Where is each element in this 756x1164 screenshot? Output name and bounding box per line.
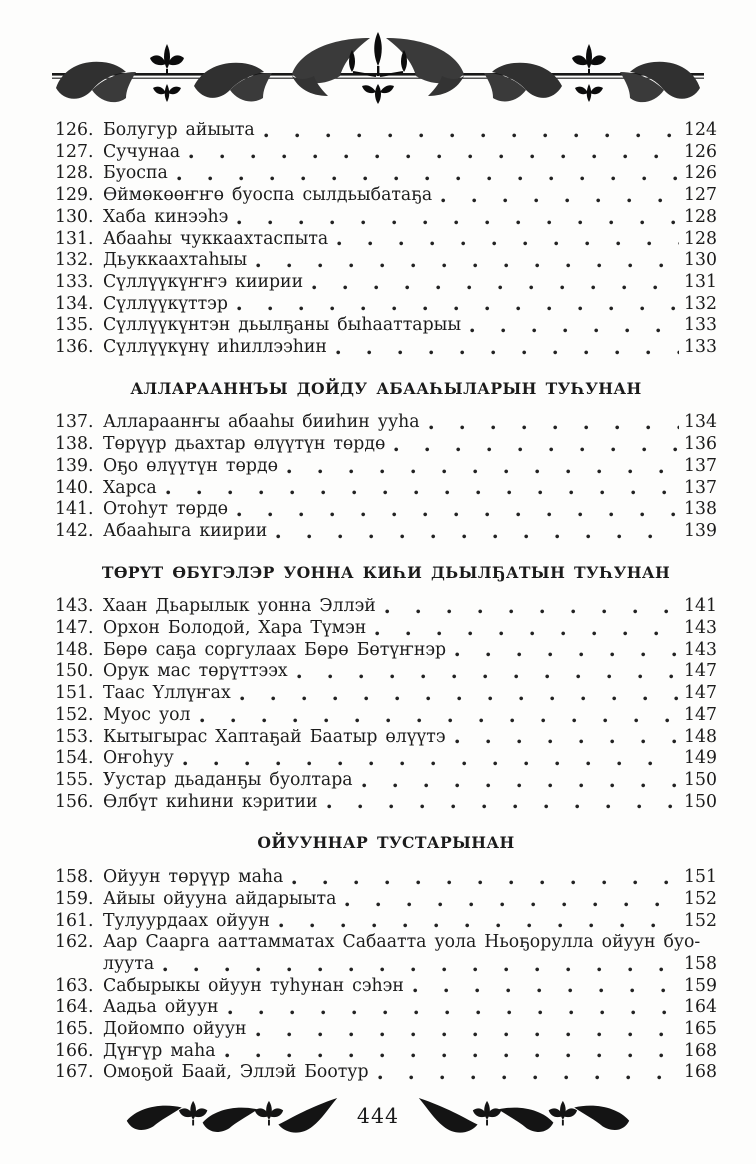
dot-leader <box>237 219 679 226</box>
entry-number: 136. <box>55 337 94 358</box>
toc-entry <box>55 727 717 749</box>
toc-entry <box>55 250 717 272</box>
entry-number: 152. <box>55 704 94 725</box>
toc-entry <box>55 770 717 792</box>
entry-number: 150. <box>55 661 94 682</box>
toc-entry <box>55 120 717 142</box>
dot-leader <box>237 305 679 312</box>
entry-page: 126 <box>684 141 717 162</box>
toc-entry <box>55 163 717 185</box>
entry-title: Аадьа ойуун <box>103 997 219 1018</box>
entry-title: Дьуккаахтаһыы <box>103 250 248 271</box>
entry-number: 127. <box>55 141 94 162</box>
toc-entry <box>55 661 717 683</box>
entry-title: Отоһут төрдө <box>103 499 229 520</box>
entry-number: 156. <box>55 791 94 812</box>
entry-number: 165. <box>55 1019 94 1040</box>
dot-leader <box>264 132 679 139</box>
entry-number: 133. <box>55 271 94 292</box>
entry-title: Харса <box>103 477 157 498</box>
entry-title: Абааһыга киирии <box>103 520 268 541</box>
entry-number: 139. <box>55 455 94 476</box>
entry-page: 133 <box>684 315 717 336</box>
entry-title: Аллараанҥы абааһы бииһин ууһа <box>103 412 420 433</box>
entry-title: Өлбүт киһини кэритии <box>103 791 318 812</box>
entry-number: 143. <box>55 596 94 617</box>
entry-title: Бөрө саҕа соргулаах Бөрө Бөтүҥнэр <box>103 639 447 660</box>
entry-number: 153. <box>55 726 94 747</box>
entry-page: 147 <box>684 704 717 725</box>
entry-page: 152 <box>684 910 717 931</box>
section-heading: АЛЛАРААННЪЫ ДОЙДУ АБААҺЫЛАРЫН ТУҺУНАН <box>130 378 642 398</box>
entry-number: 128. <box>55 163 94 184</box>
dot-leader <box>385 608 679 615</box>
entry-title: Буоспа <box>103 163 168 184</box>
entry-number: 167. <box>55 1062 94 1083</box>
entry-number: 163. <box>55 975 94 996</box>
entry-number: 130. <box>55 206 94 227</box>
entry-number: 161. <box>55 910 94 931</box>
entry-number: 162. <box>55 932 94 953</box>
entry-title: Сүллүүкүнү иһиллээһин <box>103 337 327 358</box>
entry-page: 132 <box>684 293 717 314</box>
dot-leader <box>237 511 679 518</box>
entry-number: 158. <box>55 867 94 888</box>
toc-entry <box>55 683 717 705</box>
toc-entry <box>55 997 717 1019</box>
toc-entry <box>55 499 717 521</box>
entry-page: 134 <box>684 412 717 433</box>
entry-title: Тулуурдаах ойуун <box>103 910 270 931</box>
dot-leader <box>279 922 679 929</box>
toc-entry <box>55 911 717 933</box>
entry-number: 159. <box>55 888 94 909</box>
toc-entry <box>55 456 717 478</box>
entry-number: 137. <box>55 412 94 433</box>
entry-number: 140. <box>55 477 94 498</box>
toc-entry <box>55 434 717 456</box>
page-number: 444 <box>356 1104 400 1128</box>
entry-title: Дүҥүр маһа <box>103 1040 216 1061</box>
entry-number: 141. <box>55 499 94 520</box>
entry-page: 147 <box>684 683 717 704</box>
toc-entry <box>55 185 717 207</box>
entry-title: Дойомпо ойуун <box>103 1019 247 1040</box>
dot-leader <box>429 424 679 431</box>
dot-leader <box>470 327 679 334</box>
entry-number: 147. <box>55 618 94 639</box>
dot-leader <box>297 673 679 680</box>
toc-entry <box>55 748 717 770</box>
entry-page: 128 <box>684 228 717 249</box>
entry-number: 166. <box>55 1040 94 1061</box>
toc-entry <box>55 272 717 294</box>
entry-title: Ойуун төрүүр маһа <box>103 867 284 888</box>
entry-page: 128 <box>684 206 717 227</box>
toc-entry <box>55 315 717 337</box>
toc-entry <box>55 640 717 662</box>
page-footer <box>0 1094 756 1138</box>
entry-page: 136 <box>684 434 717 455</box>
toc-entry <box>55 478 717 500</box>
dot-leader <box>189 153 679 160</box>
entry-page: 143 <box>684 618 717 639</box>
dot-leader <box>163 966 679 973</box>
entry-number: 129. <box>55 185 94 206</box>
entry-title: Сучунаа <box>103 141 181 162</box>
dot-leader <box>441 197 679 204</box>
toc-entry <box>55 889 717 911</box>
entry-title: Орхон Болодой, Хара Түмэн <box>103 618 367 639</box>
dot-leader <box>336 349 679 356</box>
dot-leader <box>166 489 679 496</box>
toc-entry <box>55 932 717 954</box>
dot-leader <box>228 1009 679 1016</box>
dot-leader <box>287 468 679 475</box>
entry-page: 126 <box>684 163 717 184</box>
entry-page: 159 <box>684 975 717 996</box>
entry-page: 152 <box>684 888 717 909</box>
toc-entry <box>55 976 717 998</box>
entry-page: 139 <box>684 520 717 541</box>
toc-entry <box>55 142 717 164</box>
dot-leader <box>362 782 679 789</box>
entry-title: Сүллүүкүттэр <box>103 293 228 314</box>
entry-page: 137 <box>684 477 717 498</box>
entry-page: 143 <box>684 639 717 660</box>
entry-title: Муос уол <box>103 704 191 725</box>
toc-entry <box>55 1041 717 1063</box>
toc-entry <box>55 521 717 543</box>
toc-entry <box>55 1062 717 1084</box>
entry-title-carry: луута <box>103 953 155 974</box>
entry-page: 148 <box>684 726 717 747</box>
entry-page: 131 <box>684 271 717 292</box>
dot-leader <box>177 175 679 182</box>
entry-page: 133 <box>684 337 717 358</box>
entry-title: Болугур айыыта <box>103 120 255 140</box>
entry-number: 155. <box>55 769 94 790</box>
toc-entry <box>55 618 717 640</box>
entry-title: Сүллүүкүнтэн дьылҕаны быһааттарыы <box>103 315 462 336</box>
entry-title: Сүллүүкүҥҥэ киирии <box>103 271 304 292</box>
entry-title: Төрүүр дьахтар өлүүтүн төрдө <box>103 434 386 455</box>
entry-page: 150 <box>684 769 717 790</box>
entry-title: Омоҕой Баай, Эллэй Боотур <box>103 1062 369 1083</box>
dot-leader <box>345 901 679 908</box>
toc-entry <box>55 337 717 359</box>
section-heading: ТӨРҮТ ӨБҮГЭЛЭР УОННА КИҺИ ДЬЫЛҔАТЫН ТУҺУНАН <box>101 562 671 582</box>
footer-ornament-left leaf-scroll-icon <box>123 1094 341 1138</box>
toc-entry <box>55 229 717 251</box>
toc-entry <box>55 867 717 889</box>
entry-number: 164. <box>55 997 94 1018</box>
toc-entry <box>55 294 717 316</box>
entry-page: 151 <box>684 867 717 888</box>
dot-leader <box>276 533 679 540</box>
toc-entry <box>55 412 717 434</box>
header-ornament floral-ribbon-band-icon <box>52 28 704 116</box>
dot-leader <box>312 284 679 291</box>
toc-entry <box>55 1019 717 1041</box>
entry-title: Уустар дьаданҕы буолтара <box>103 769 353 790</box>
entry-page: 168 <box>684 1062 717 1083</box>
dot-leader <box>256 262 679 269</box>
entry-number: 135. <box>55 315 94 336</box>
dot-leader <box>413 987 679 994</box>
dot-leader <box>240 695 679 702</box>
dot-leader <box>292 879 679 886</box>
entry-page: 165 <box>684 1019 717 1040</box>
entry-title: Таас Үллүҥах <box>103 683 231 704</box>
entry-title: Сабырыкы ойуун туһунан сэһэн <box>103 975 404 996</box>
entry-page: 149 <box>684 748 717 769</box>
entry-number: 138. <box>55 434 94 455</box>
dot-leader <box>183 760 679 767</box>
dot-leader <box>256 1031 679 1038</box>
dot-leader <box>394 446 679 453</box>
dot-leader <box>200 717 680 724</box>
entry-number: 151. <box>55 683 94 704</box>
table-of-contents <box>55 120 717 1084</box>
entry-number: 126. <box>55 120 94 140</box>
entry-title: Айыы ойууна айдарыыта <box>103 888 337 909</box>
entry-number: 132. <box>55 250 94 271</box>
entry-page: 168 <box>684 1040 717 1061</box>
entry-title: Кытыгырас Хаптаҕай Баатыр өлүүтэ <box>103 726 446 747</box>
entry-title: Хаан Дьарылык уонна Эллэй <box>103 596 376 617</box>
entry-number: 142. <box>55 520 94 541</box>
dot-leader <box>455 738 679 745</box>
entry-page: 138 <box>684 499 717 520</box>
entry-title: Орук мас төрүттээх <box>103 661 288 682</box>
toc-entry <box>55 792 717 814</box>
dot-leader <box>327 803 679 810</box>
toc-entry-continuation <box>55 954 717 976</box>
entry-number: 134. <box>55 293 94 314</box>
dot-leader <box>378 1074 679 1081</box>
entry-number: 148. <box>55 639 94 660</box>
entry-title: Абааһы чуккаахтаспыта <box>103 228 329 249</box>
entry-page: 141 <box>684 596 717 617</box>
dot-leader <box>337 240 679 247</box>
entry-page: 150 <box>684 791 717 812</box>
entry-number: 154. <box>55 748 94 769</box>
entry-title: Оҕо өлүүтүн төрдө <box>103 455 278 476</box>
toc-entry <box>55 596 717 618</box>
entry-page: 127 <box>684 185 717 206</box>
entry-title: Аар Саарга ааттамматах Сабаатта уола Ньоҕорулла ойуун буо- <box>103 932 701 953</box>
entry-title: Өймөкөөҥҥө буоспа сылдьыбатаҕа <box>103 185 433 206</box>
footer-ornament-right leaf-scroll-icon <box>415 1094 633 1138</box>
dot-leader <box>225 1052 679 1059</box>
entry-page: 158 <box>684 953 717 974</box>
toc-entry <box>55 207 717 229</box>
dot-leader <box>455 651 679 658</box>
entry-page: 124 <box>684 120 717 140</box>
entry-page: 130 <box>684 250 717 271</box>
dot-leader <box>375 630 679 637</box>
section-heading: ОЙУУННАР ТУСТАРЫНАН <box>257 833 515 853</box>
toc-entry <box>55 705 717 727</box>
entry-page: 137 <box>684 455 717 476</box>
entry-page: 147 <box>684 661 717 682</box>
entry-number: 131. <box>55 228 94 249</box>
entry-title: Оҥоһуу <box>103 748 174 769</box>
entry-title: Хаба кинээһэ <box>103 206 229 227</box>
entry-page: 164 <box>684 997 717 1018</box>
